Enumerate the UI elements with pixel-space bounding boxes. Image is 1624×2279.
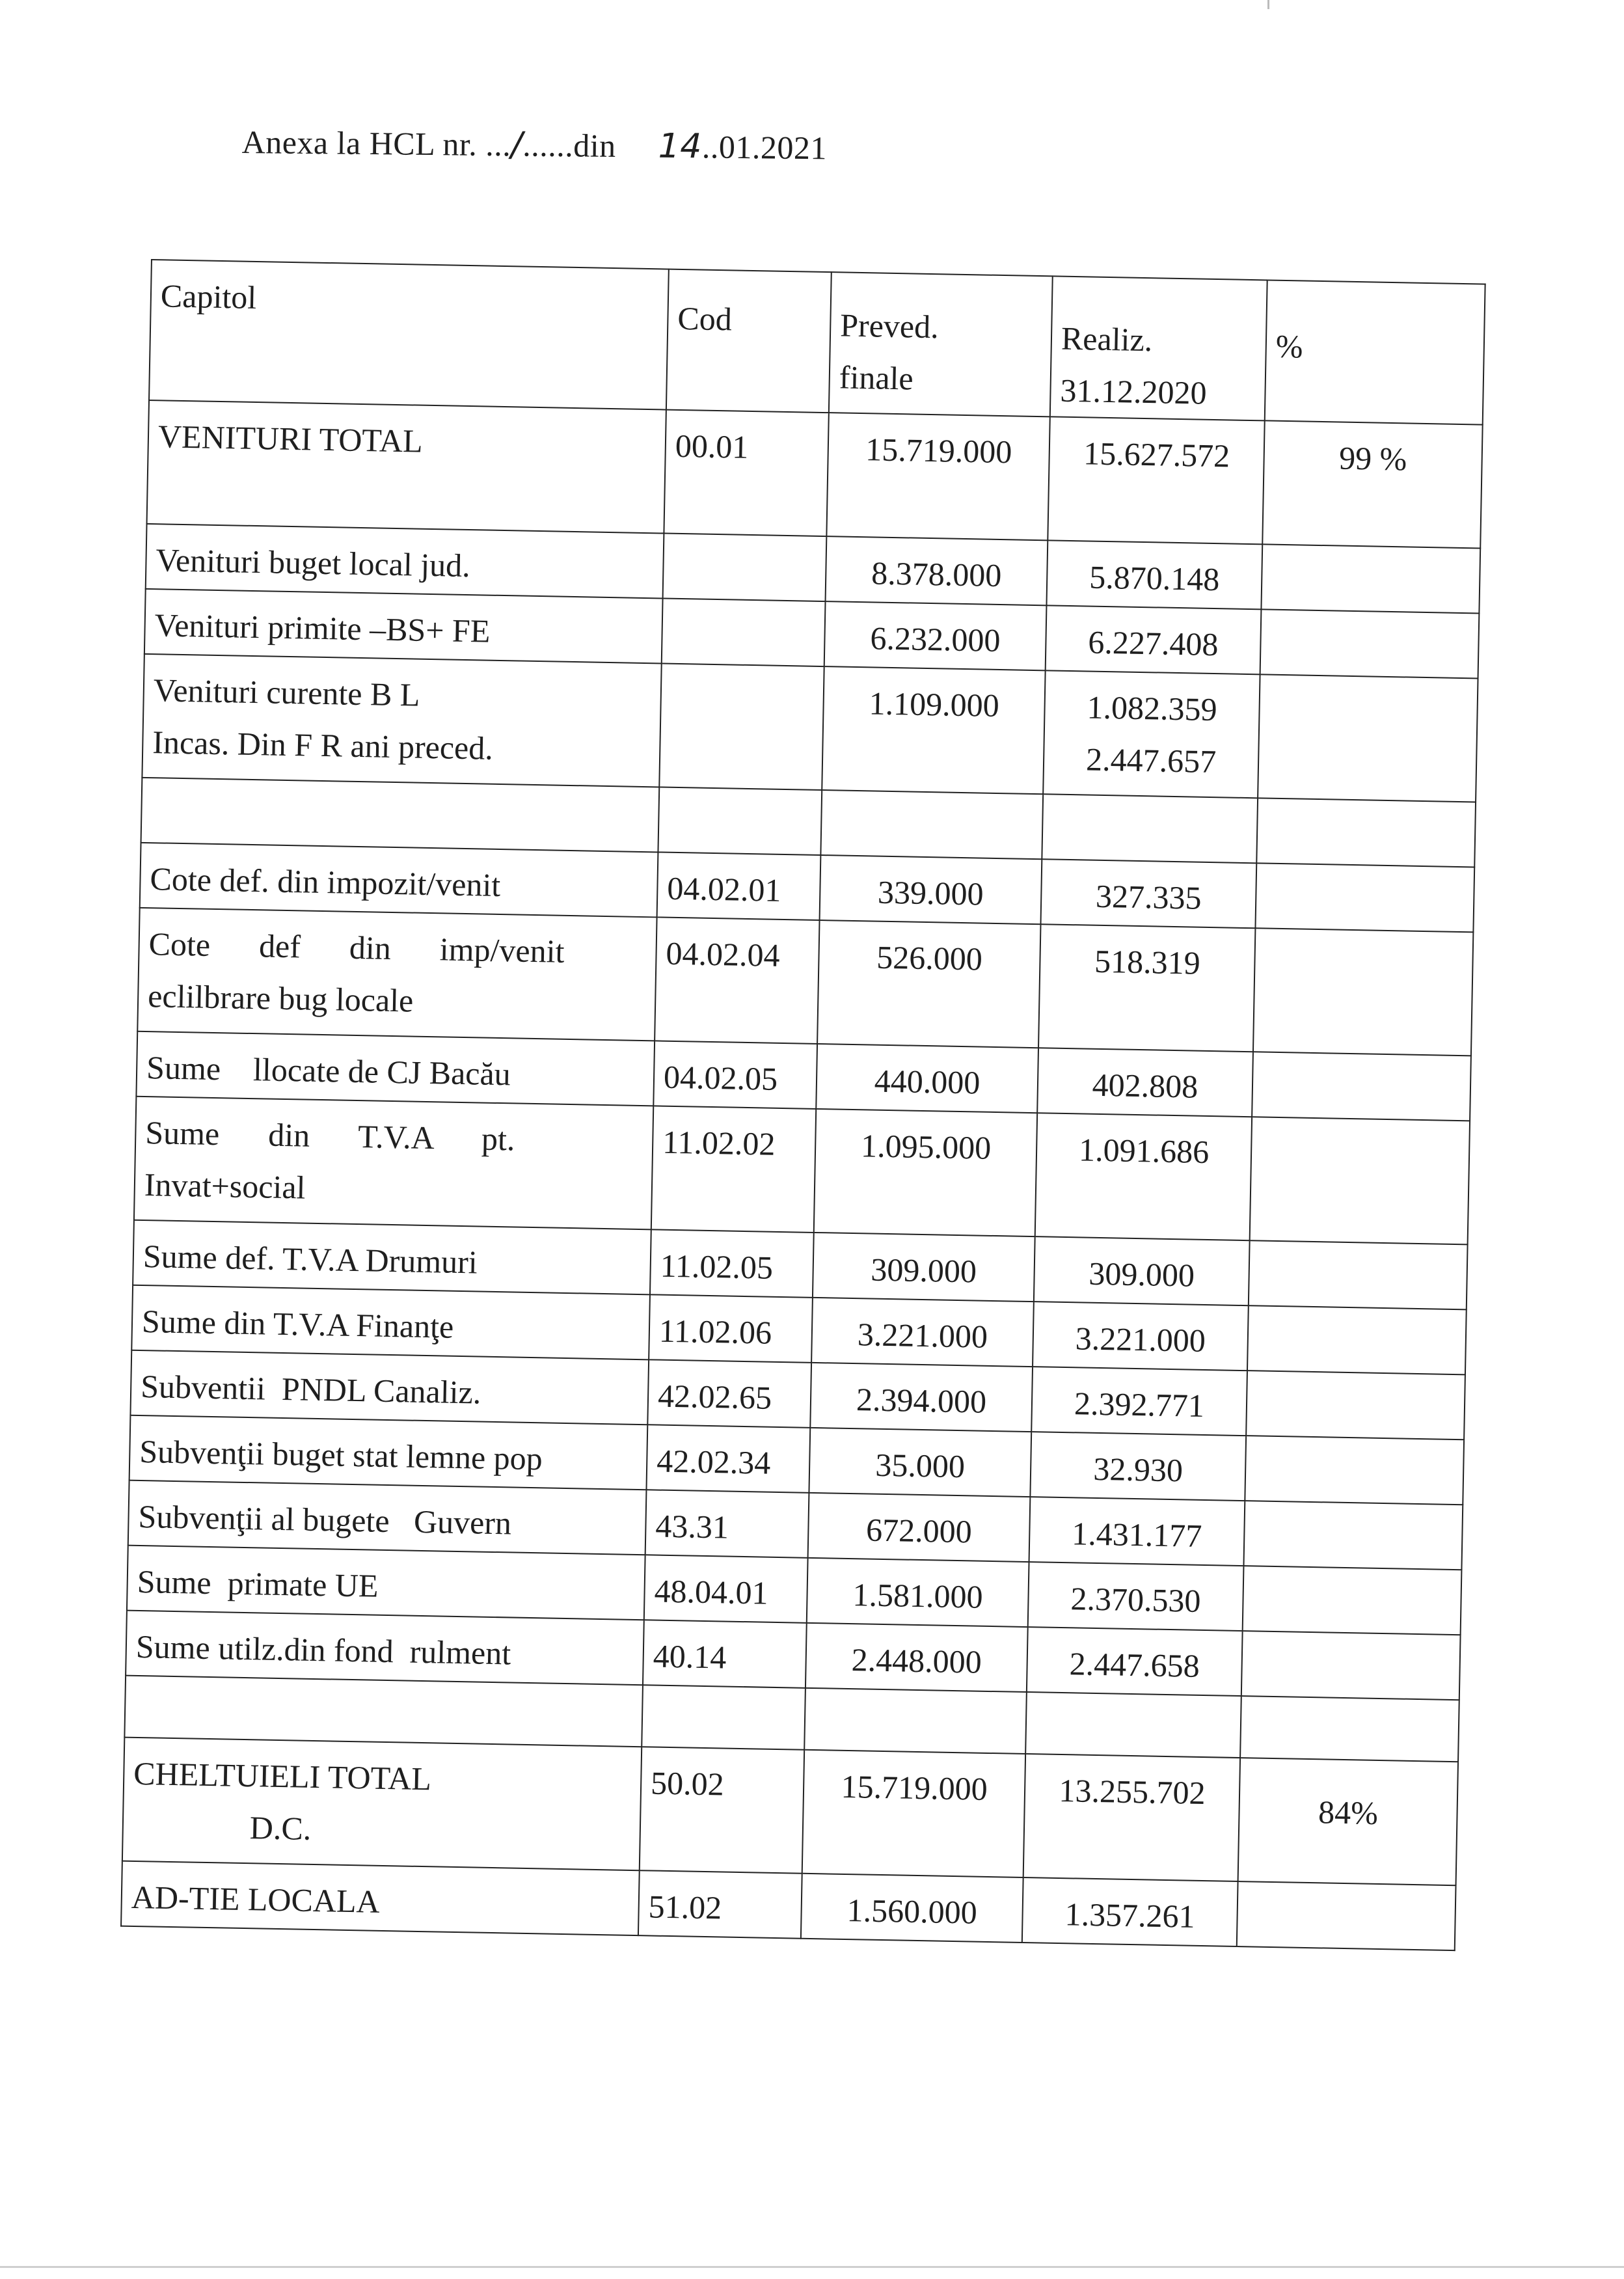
header-row (149, 260, 1485, 425)
row-code: 48.04.01 (644, 1555, 808, 1623)
header-forecast (829, 272, 1053, 416)
row-forecast: 309.000 (813, 1233, 1035, 1302)
header-forecast-line2: finale (839, 359, 914, 397)
annex-day-handwritten: 14 (658, 126, 703, 167)
header-chapter: Capitol (149, 260, 669, 410)
row-label (134, 1097, 653, 1230)
row-code: 43.31 (645, 1490, 809, 1558)
row-label-line2: eclilbrare bug locale (147, 977, 414, 1019)
table-row (122, 1738, 1458, 1886)
table-row (142, 654, 1478, 802)
row-percent (1237, 1881, 1456, 1950)
annex-heading (241, 122, 827, 167)
header-realized (1050, 276, 1267, 420)
row-forecast: 2.394.000 (810, 1363, 1033, 1432)
row-label (122, 1738, 642, 1871)
row-forecast: 1.581.000 (807, 1558, 1029, 1627)
row-percent (1260, 609, 1480, 678)
row-label-line2: Incas. Din F R ani preced. (152, 724, 494, 767)
table-row (134, 1097, 1470, 1245)
row-label: Cote def. din impozit/venit (140, 843, 658, 918)
annex-mid: ......din (522, 126, 617, 165)
row-forecast: 15.719.000 (802, 1750, 1025, 1877)
row-forecast: 15.719.000 (826, 413, 1049, 540)
row-realized: 518.319 (1038, 924, 1255, 1052)
row-code: 50.02 (640, 1747, 804, 1874)
row-realized: 13.255.702 (1023, 1754, 1240, 1881)
row-label: VENITURI TOTAL (147, 400, 666, 534)
row-forecast: 2.448.000 (805, 1623, 1028, 1692)
row-code: 51.02 (638, 1870, 802, 1939)
row-code: 04.02.05 (653, 1041, 817, 1109)
row-forecast: 8.378.000 (826, 536, 1048, 605)
row-forecast: 526.000 (817, 920, 1040, 1048)
annex-date: ..01.2021 (701, 128, 828, 167)
row-percent: 84% (1238, 1758, 1458, 1885)
row-forecast: 6.232.000 (824, 601, 1047, 670)
row-label: Sume primate UE (127, 1546, 645, 1620)
row-label: Sume llocate de CJ Bacău (136, 1031, 655, 1106)
row-label-line2: Invat+social (144, 1166, 306, 1206)
row-forecast: 3.221.000 (811, 1298, 1034, 1367)
row-percent (1247, 1305, 1467, 1374)
header-realized-line1: Realiz. (1061, 320, 1153, 359)
row-realized: 5.870.148 (1046, 540, 1262, 609)
row-label: AD-TIE LOCALA (121, 1861, 640, 1936)
annex-number-handwritten: / (510, 125, 523, 165)
row-forecast: 339.000 (820, 855, 1042, 924)
row-code: 04.02.04 (655, 917, 819, 1044)
row-percent (1261, 544, 1480, 613)
row-label: Venituri primite –BS+ FE (144, 589, 663, 664)
row-forecast: 672.000 (808, 1493, 1031, 1562)
row-code (663, 534, 827, 602)
row-forecast: 1.095.000 (814, 1109, 1037, 1236)
row-percent (1243, 1566, 1462, 1635)
budget-table-wrapper (120, 259, 1484, 1975)
row-realized: 309.000 (1034, 1236, 1250, 1305)
row-label: Subventii PNDL Canaliz. (130, 1350, 649, 1425)
row-label: Sume def. T.V.A Drumuri (133, 1220, 651, 1295)
row-realized: 6.227.408 (1046, 605, 1262, 674)
row-code: 42.02.34 (646, 1425, 810, 1493)
row-code: 11.02.05 (650, 1229, 814, 1298)
header-forecast-line1: Preved. (839, 307, 940, 346)
row-realized: 1.431.177 (1029, 1497, 1245, 1566)
row-percent (1245, 1436, 1464, 1505)
row-code: 00.01 (664, 410, 828, 537)
row-realized (1043, 670, 1260, 798)
row-percent: 99 % (1262, 420, 1482, 548)
row-realized: 1.357.261 (1022, 1877, 1238, 1946)
row-percent (1241, 1631, 1461, 1700)
row-code (662, 599, 826, 667)
header-percent: % (1265, 280, 1485, 424)
scan-mark (1267, 0, 1269, 9)
row-forecast: 1.109.000 (822, 666, 1045, 794)
row-label-line1: Cote def din imp/venit (148, 925, 565, 970)
row-realized: 327.335 (1040, 859, 1256, 928)
row-realized: 2.392.771 (1031, 1367, 1247, 1436)
row-code: 42.02.65 (647, 1359, 811, 1428)
row-percent (1253, 928, 1473, 1056)
row-forecast: 440.000 (816, 1044, 1038, 1113)
table-row (137, 908, 1473, 1056)
row-percent (1252, 1052, 1471, 1121)
row-label-line1: CHELTUIELI TOTAL (133, 1754, 432, 1797)
row-label (142, 654, 661, 787)
row-realized: 15.627.572 (1048, 416, 1264, 544)
header-realized-line2: 31.12.2020 (1060, 372, 1208, 411)
row-label: Sume utilz.din fond rulment (126, 1611, 644, 1685)
row-percent (1246, 1371, 1465, 1440)
row-label-line2: D.C. (249, 1809, 312, 1847)
row-realized-line1: 1.082.359 (1087, 689, 1218, 728)
row-code (659, 663, 824, 790)
row-realized-line2: 2.447.657 (1085, 741, 1217, 780)
row-realized: 2.447.658 (1027, 1627, 1243, 1696)
row-realized: 1.091.686 (1035, 1113, 1252, 1240)
row-realized: 32.930 (1030, 1432, 1246, 1501)
row-percent (1255, 863, 1474, 932)
row-label (137, 908, 656, 1041)
scan-edge-line (0, 2266, 1624, 2268)
header-code: Cod (666, 269, 832, 413)
row-label: Venituri buget local jud. (146, 524, 664, 599)
row-percent (1258, 674, 1478, 802)
row-code: 11.02.06 (649, 1294, 813, 1363)
row-label: Subvenţii al bugete Guvern (128, 1481, 647, 1555)
row-label-line1: Sume din T.V.A pt. (144, 1114, 515, 1158)
row-percent (1249, 1240, 1468, 1309)
row-forecast: 35.000 (809, 1428, 1031, 1497)
row-realized: 3.221.000 (1033, 1302, 1249, 1371)
table-row (147, 400, 1483, 549)
budget-table (120, 259, 1486, 1951)
row-label-line1: Venituri curente B L (153, 672, 420, 713)
row-label: Sume din T.V.A Finanţe (131, 1285, 650, 1360)
row-percent (1250, 1117, 1470, 1244)
row-label: Subvenţii buget stat lemne pop (129, 1415, 648, 1490)
annex-prefix: Anexa la HCL nr. ... (241, 123, 511, 163)
row-forecast: 1.560.000 (801, 1874, 1023, 1943)
row-code: 40.14 (643, 1620, 807, 1688)
row-realized: 2.370.530 (1028, 1562, 1244, 1631)
row-code: 11.02.02 (651, 1106, 816, 1233)
row-realized: 402.808 (1037, 1048, 1253, 1117)
row-code: 04.02.01 (657, 852, 821, 920)
row-percent (1243, 1501, 1463, 1570)
